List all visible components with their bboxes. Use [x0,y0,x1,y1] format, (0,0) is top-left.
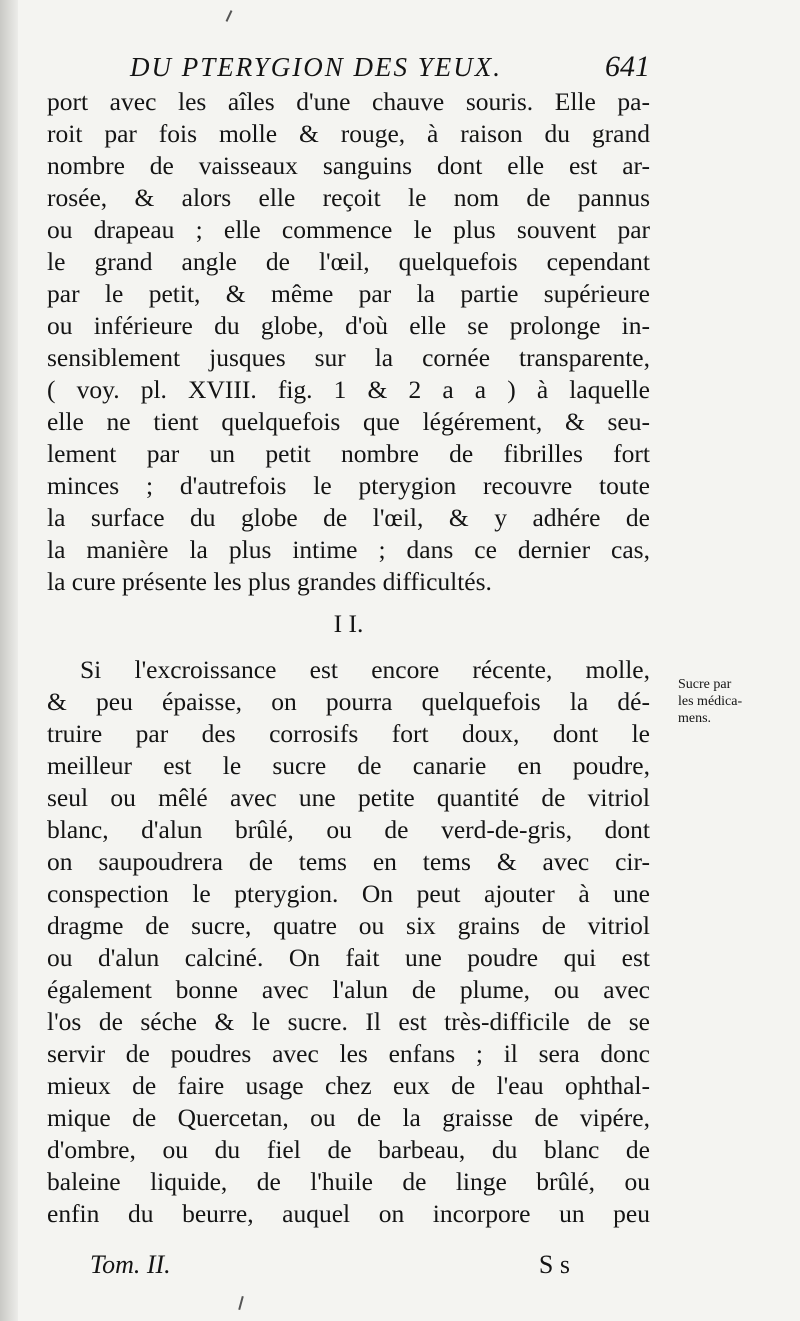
text-line: par le petit, & même par la partie supérieure [47,279,650,308]
text-line: nombre de vaisseaux sanguins dont elle est ar- [47,151,650,180]
text-line: sensiblement jusques sur la cornée transparente, [47,343,650,372]
text-line: blanc, d'alun brûlé, ou de verd-de-gris, dont [47,815,650,844]
text-line: l'os de séche & le sucre. Il est très-difficile de se [47,1007,650,1036]
margin-note-line: mens. [678,711,712,726]
text-line: meilleur est le sucre de canarie en poudre, [47,751,650,780]
text-line: roit par fois molle & rouge, à raison du grand [47,119,650,148]
text-line: & peu épaisse, on pourra quelquefois la dé- [47,687,650,716]
text-line: truire par des corrosifs fort doux, dont le [47,719,650,748]
margin-note-line: Sucre par [678,677,732,692]
text-line: le grand angle de l'œil, quelquefois cependant [47,247,650,276]
text-line: ou d'alun calciné. On fait une poudre qui est [47,943,650,972]
text-line: la manière la plus intime ; dans ce dernier cas, [47,535,650,564]
printer-signature: S s [538,1250,570,1279]
paragraph-1 [47,86,650,598]
text-line: ou inférieure du globe, d'où elle se prolonge in- [47,311,650,340]
text-line: d'ombre, ou du fiel de barbeau, du blanc de [47,1135,650,1164]
text-line: mique de Quercetan, ou de la graisse de vipére, [47,1103,650,1132]
text-line: port avec les aîles d'une chauve souris. Elle pa- [47,87,650,116]
margin-note-line: les médica- [678,694,743,709]
text-line: enfin du beurre, auquel on incorpore un peu [47,1199,650,1228]
text-line: rosée, & alors elle reçoit le nom de pannus [47,183,650,212]
text-line: ou drapeau ; elle commence le plus souvent par [47,215,650,244]
page-footer [90,1250,570,1286]
text-line: conspection le pterygion. On peut ajouter à une [47,879,650,908]
text-line: on saupoudrera de tems en tems & avec cir- [47,847,650,876]
text-line: servir de poudres avec les enfans ; il sera donc [47,1039,650,1068]
tome-label: Tom. II. [90,1250,171,1279]
text-line: minces ; d'autrefois le pterygion recouvre toute [47,471,650,500]
paragraph-2 [47,654,650,1230]
text-line: baleine liquide, de l'huile de linge brûlé, ou [47,1167,650,1196]
text-line: seul ou mêlé avec une petite quantité de vitriol [47,783,650,812]
stray-ink-mark [238,1296,244,1310]
page-binding-edge [0,0,18,1321]
running-head [130,46,650,90]
text-line: la cure présente les plus grandes difficultés. [47,567,492,596]
margin-note [678,676,788,727]
page-number: 641 [605,50,650,83]
text-line: lement par un petit nombre de fibrilles fort [47,439,650,468]
text-line: également bonne avec l'alun de plume, ou avec [47,975,650,1004]
running-head-title: DU PTERYGION DES YEUX. [130,52,503,82]
stray-ink-mark [226,10,233,22]
text-line: ( voy. pl. XVIII. fig. 1 & 2 a a ) à laquelle [47,375,650,404]
text-line: mieux de faire usage chez eux de l'eau ophthal- [47,1071,650,1100]
text-line: la surface du globe de l'œil, & y adhére de [47,503,650,532]
text-line: dragme de sucre, quatre ou six grains de vitriol [47,911,650,940]
text-line: Si l'excroissance est encore récente, molle, [80,655,650,684]
section-heading: I I. [333,609,364,638]
main-text [47,86,650,1230]
text-line: elle ne tient quelquefois que légérement, & seu- [47,407,650,436]
